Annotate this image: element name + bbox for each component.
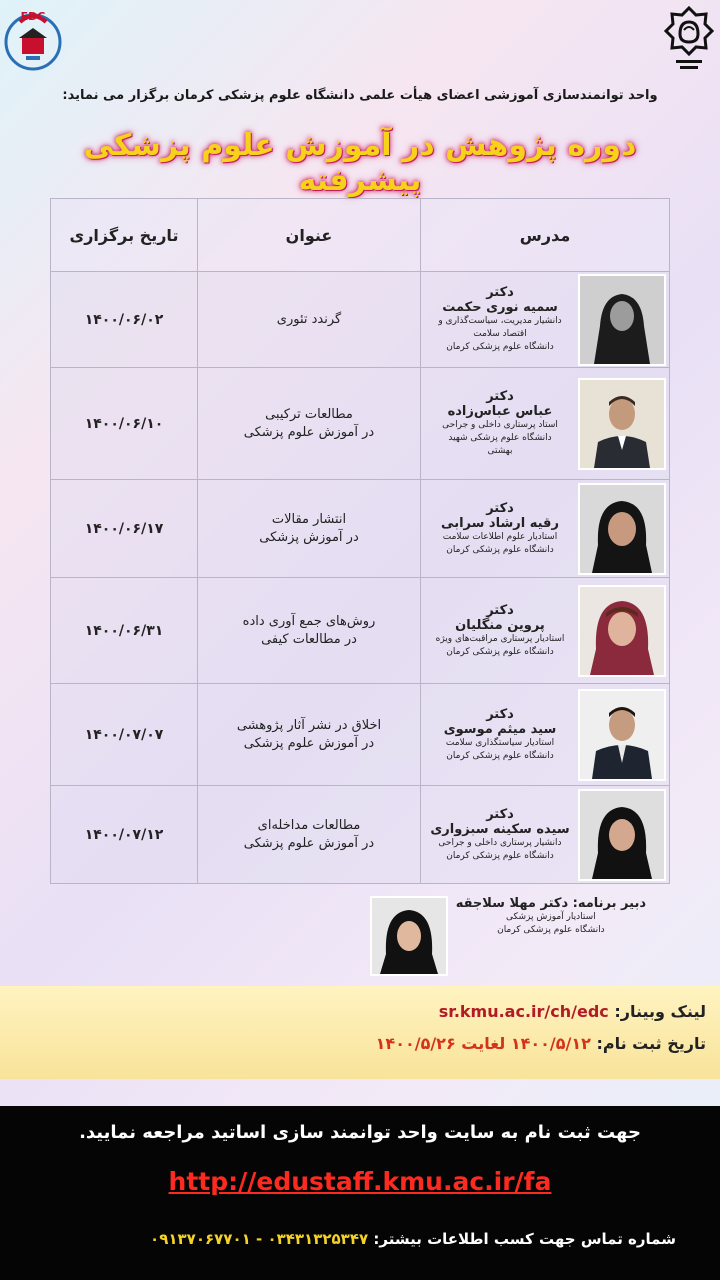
header-teacher: مدرس bbox=[421, 199, 670, 272]
teacher-desc: اقتصاد سلامت bbox=[473, 329, 527, 339]
teacher-title: دکتر bbox=[486, 602, 514, 618]
teacher-desc: دانشگاه علوم پزشکی شهید bbox=[448, 433, 552, 443]
director-desc: استادیار آموزش پزشکی bbox=[506, 912, 596, 922]
teacher-desc: دانشگاه علوم پزشکی کرمان bbox=[446, 342, 554, 352]
table-row bbox=[51, 786, 670, 884]
teacher-title: دکتر bbox=[486, 500, 514, 516]
info-band bbox=[0, 986, 720, 1079]
table-row bbox=[51, 578, 670, 684]
teacher-desc: دانشگاه علوم پزشکی کرمان bbox=[446, 544, 554, 555]
schedule-table bbox=[50, 198, 670, 884]
teacher-photo bbox=[578, 585, 666, 677]
date-cell: ۱۴۰۰/۰۷/۱۲ bbox=[51, 786, 198, 884]
phone-label: شماره تماس جهت کسب اطلاعات بیشتر: bbox=[373, 1230, 676, 1248]
edc-logo bbox=[2, 2, 64, 80]
header-date: تاریخ برگزاری bbox=[51, 199, 198, 272]
teacher-name: سیده سکینه سبزواری bbox=[430, 821, 570, 837]
topic-line: در آموزش پزشکی bbox=[259, 529, 359, 545]
teacher-name: پروین منگلیان bbox=[455, 617, 545, 633]
teacher-cell bbox=[421, 480, 670, 578]
date-cell: ۱۴۰۰/۰۷/۰۷ bbox=[51, 684, 198, 786]
teacher-desc: دانشگاه علوم پزشکی کرمان bbox=[446, 750, 554, 761]
teacher-desc: استادیار پرستاری مراقبت‌های ویژه bbox=[435, 633, 565, 644]
table-row bbox=[51, 480, 670, 578]
teacher-desc: استادیار سیاستگذاری سلامت bbox=[445, 737, 555, 748]
director-desc: دانشگاه علوم پزشکی کرمان bbox=[497, 925, 605, 935]
teacher-desc: دانشیار پرستاری داخلی و جراحی bbox=[438, 837, 562, 848]
topic-line: در آموزش علوم پزشکی bbox=[243, 835, 375, 851]
topic-cell bbox=[198, 480, 421, 578]
intro-text: واحد توانمندسازی آموزشی اعضای هیأت علمی دانشگاه علوم پزشکی کرمان برگزار می نماید: bbox=[62, 88, 658, 103]
topic-line: روش‌های جمع آوری داده bbox=[242, 613, 376, 629]
date-cell: ۱۴۰۰/۰۶/۳۱ bbox=[51, 578, 198, 684]
date-cell: ۱۴۰۰/۰۶/۱۷ bbox=[51, 480, 198, 578]
registration-line bbox=[376, 1034, 706, 1053]
table-row bbox=[51, 272, 670, 368]
date-cell: ۱۴۰۰/۰۶/۰۲ bbox=[51, 272, 198, 368]
teacher-cell bbox=[421, 272, 670, 368]
topic-cell bbox=[198, 578, 421, 684]
header-topic: عنوان bbox=[198, 199, 421, 272]
topic-line: اخلاق در نشر آثار پژوهشی bbox=[236, 717, 382, 733]
teacher-title: دکتر bbox=[486, 285, 514, 300]
topic-cell bbox=[198, 786, 421, 884]
director-label: دبیر برنامه: دکتر مهلا سلاجقه bbox=[455, 896, 646, 911]
topic-cell bbox=[198, 368, 421, 480]
teacher-title: دکتر bbox=[486, 389, 514, 404]
phone-numbers: ۰۳۴۳۱۳۲۵۳۴۷ - ۰۹۱۳۷۰۶۷۷۰۱ bbox=[150, 1230, 369, 1248]
teacher-desc: استادیار علوم اطلاعات سلامت bbox=[442, 531, 558, 542]
teacher-cell bbox=[421, 368, 670, 480]
teacher-cell bbox=[421, 684, 670, 786]
topic-line: انتشار مقالات bbox=[271, 511, 347, 527]
teacher-cell bbox=[421, 786, 670, 884]
topic-line: مطالعات مداخله‌ای bbox=[257, 817, 361, 833]
teacher-title: دکتر bbox=[486, 806, 514, 822]
teacher-title: دکتر bbox=[486, 706, 514, 722]
registration-label: تاریخ ثبت نام: bbox=[596, 1034, 706, 1053]
course-title: دوره پژوهش در آموزش علوم پزشکی پیشرفته bbox=[83, 128, 637, 198]
teacher-photo bbox=[578, 378, 666, 470]
topic-line: در آموزش علوم پزشکی bbox=[243, 735, 375, 751]
table-header-row bbox=[51, 199, 670, 272]
footer-register-text: جهت ثبت نام به سایت واحد توانمند سازی اساتید مراجعه نمایید. bbox=[79, 1122, 641, 1143]
kmu-emblem bbox=[664, 6, 714, 76]
footer-phone bbox=[150, 1230, 676, 1248]
teacher-desc: دانشگاه علوم پزشکی کرمان bbox=[446, 850, 554, 861]
teacher-name: رقیه ارشاد سرابی bbox=[441, 515, 559, 531]
webinar-link[interactable]: sr.kmu.ac.ir/ch/edc bbox=[438, 1002, 609, 1021]
teacher-desc: بهشتی bbox=[487, 446, 513, 456]
footer-link[interactable]: http://edustaff.kmu.ac.ir/fa bbox=[168, 1167, 552, 1196]
topic-line: گرندد تئوری bbox=[276, 311, 342, 327]
director-photo bbox=[370, 896, 448, 976]
topic-cell bbox=[198, 684, 421, 786]
topic-line: در آموزش علوم پزشکی bbox=[243, 424, 375, 440]
table-row bbox=[51, 368, 670, 480]
teacher-photo bbox=[578, 274, 666, 366]
teacher-cell bbox=[421, 578, 670, 684]
teacher-desc: دانشیار مدیریت، سیاست‌گذاری و bbox=[438, 316, 562, 326]
webinar-label: لینک وبینار: bbox=[614, 1002, 706, 1021]
teacher-name: سمیه نوری حکمت bbox=[442, 300, 558, 315]
topic-line: مطالعات ترکیبی bbox=[265, 406, 353, 422]
teacher-photo bbox=[578, 789, 666, 881]
webinar-line bbox=[439, 1002, 706, 1021]
table-row bbox=[51, 684, 670, 786]
svg-text:EDC: EDC bbox=[20, 10, 46, 23]
program-director bbox=[226, 896, 646, 976]
teacher-photo bbox=[578, 689, 666, 781]
topic-cell bbox=[198, 272, 421, 368]
teacher-desc: استاد پرستاری داخلی و جراحی bbox=[442, 420, 558, 430]
teacher-photo bbox=[578, 483, 666, 575]
teacher-name: سید میثم موسوی bbox=[443, 721, 557, 737]
date-cell: ۱۴۰۰/۰۶/۱۰ bbox=[51, 368, 198, 480]
teacher-desc: دانشگاه علوم پزشکی کرمان bbox=[446, 646, 554, 657]
registration-dates: ۱۴۰۰/۵/۱۲ لغایت ۱۴۰۰/۵/۲۶ bbox=[375, 1034, 591, 1053]
topic-line: در مطالعات کیفی bbox=[261, 631, 357, 647]
teacher-name: عباس عباس‌زاده bbox=[447, 404, 553, 419]
